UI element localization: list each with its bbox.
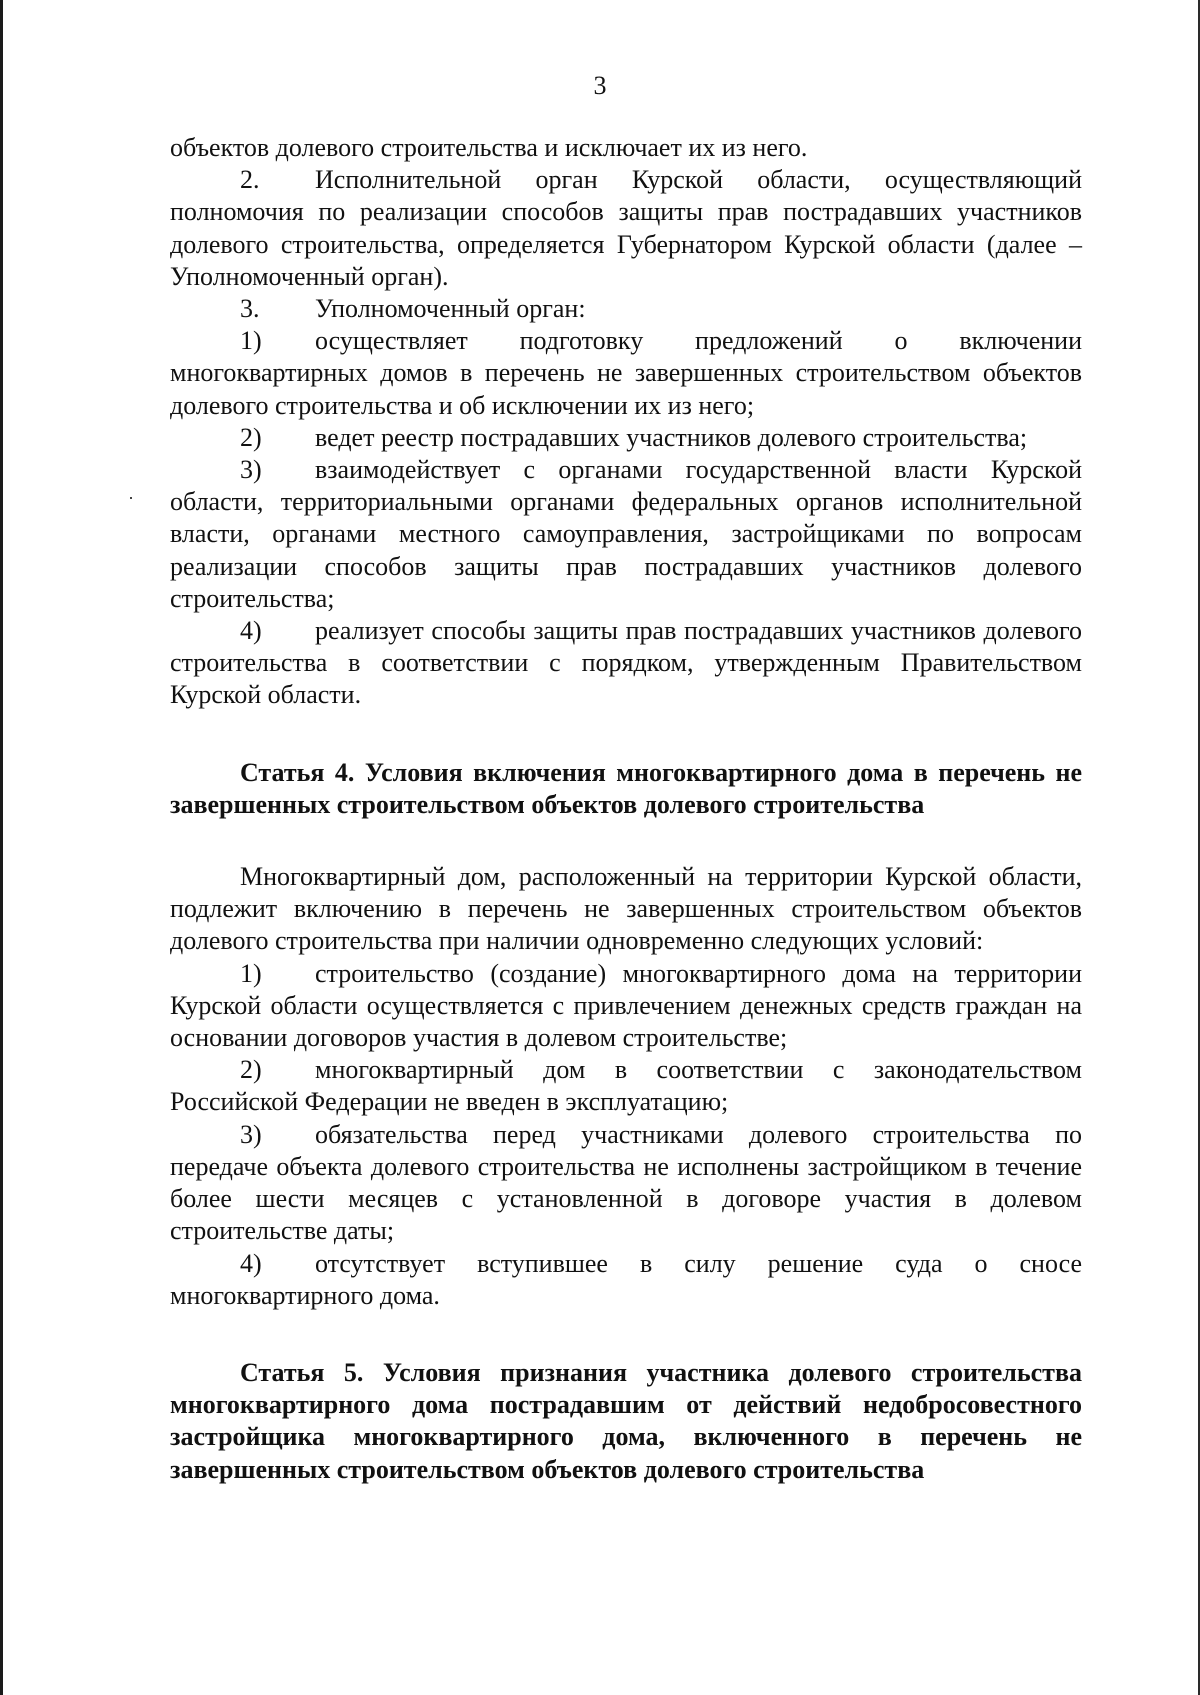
- scan-speck: [130, 497, 132, 499]
- article-4-condition-1: [170, 958, 1082, 1055]
- paragraph-text: многоквартирный дом в соответствии с законодательством Российской Федерации не введен в эксплуатацию;: [170, 1055, 1082, 1117]
- item-number: 1): [240, 326, 262, 356]
- subitem-3: [170, 454, 1082, 615]
- paragraph-text: Многоквартирный дом, расположенный на территории Курской области, подлежит включению в перечень не завершенных строительством объектов долевого строительства при наличии одновременно следующих условий:: [170, 862, 1082, 956]
- paragraph-text: обязательства перед участниками долевого строительства по передаче объекта долевого строительства не исполнены застройщиком в течение более шести месяцев с установленной в договоре участия в долевом строительстве даты;: [170, 1119, 1082, 1246]
- subitem-2: [170, 422, 1082, 454]
- paragraph-text: ведет реестр пострадавших участников долевого строительства;: [315, 422, 1028, 452]
- item-number: 4): [240, 616, 262, 646]
- paragraph-item-2: [170, 164, 1082, 293]
- document-body: [170, 132, 1082, 1486]
- paragraph-text: строительство (создание) многоквартирного дома на территории Курской области осуществляется с привлечением денежных средств граждан на основании договоров участия в долевом строительстве;: [170, 958, 1082, 1053]
- subitem-4: [170, 615, 1082, 712]
- paragraph-text: взаимодействует с органами государственной власти Курской области, территориальными органами федеральных органов исполнительной власти, органами местного самоуправления, застройщиками по вопросам реализации способов защиты прав пострадавших участников долевого строительства;: [170, 455, 1082, 613]
- page-number: 3: [593, 71, 607, 100]
- article-4-condition-4: [170, 1248, 1082, 1312]
- item-number: 3.: [240, 294, 260, 324]
- article-4-intro: [170, 861, 1082, 958]
- article-4-heading: Статья 4. Условия включения многоквартирного дома в перечень не завершенных строительством объектов долевого строительства: [170, 757, 1082, 819]
- paragraph-text: объектов долевого строительства и исключает их из него.: [170, 133, 808, 162]
- paragraph-text: Уполномоченный орган:: [315, 294, 586, 324]
- item-number: 2.: [240, 165, 260, 195]
- paragraph-continuation: [170, 132, 1082, 164]
- item-number: 2): [240, 1055, 262, 1085]
- article-4-condition-3: [170, 1119, 1082, 1248]
- article-5-heading: Статья 5. Условия признания участника долевого строительства многоквартирного дома пострадавшим от действий недобросовестного застройщика многоквартирного дома, включенного в перечень не завершенных строительством объектов долевого строительства: [170, 1357, 1082, 1484]
- paragraph-text: Исполнительной орган Курской области, осуществляющий полномочия по реализации способов защиты прав пострадавших участников долевого строительства, определяется Губернатором Курской области (далее – Уполномоченный орган).: [170, 165, 1082, 291]
- item-number: 4): [240, 1248, 262, 1278]
- subitem-1: [170, 325, 1082, 422]
- paragraph-text: реализует способы защиты прав пострадавших участников долевого строительства в соответствии с порядком, утвержденным Правительством Курской области.: [170, 616, 1082, 710]
- paragraph-text: осуществляет подготовку предложений о включении многоквартирных домов в перечень не завершенных строительством объектов долевого строительства и об исключении их из него;: [170, 326, 1082, 420]
- item-number: 3): [240, 455, 262, 485]
- paragraph-item-3: [170, 293, 1082, 325]
- scan-left-edge: [0, 0, 3, 1695]
- article-4-condition-2: [170, 1054, 1082, 1118]
- paragraph-text: отсутствует вступившее в силу решение суда о сносе многоквартирного дома.: [170, 1248, 1082, 1310]
- item-number: 2): [240, 422, 262, 452]
- item-number: 3): [240, 1119, 262, 1149]
- item-number: 1): [240, 958, 262, 988]
